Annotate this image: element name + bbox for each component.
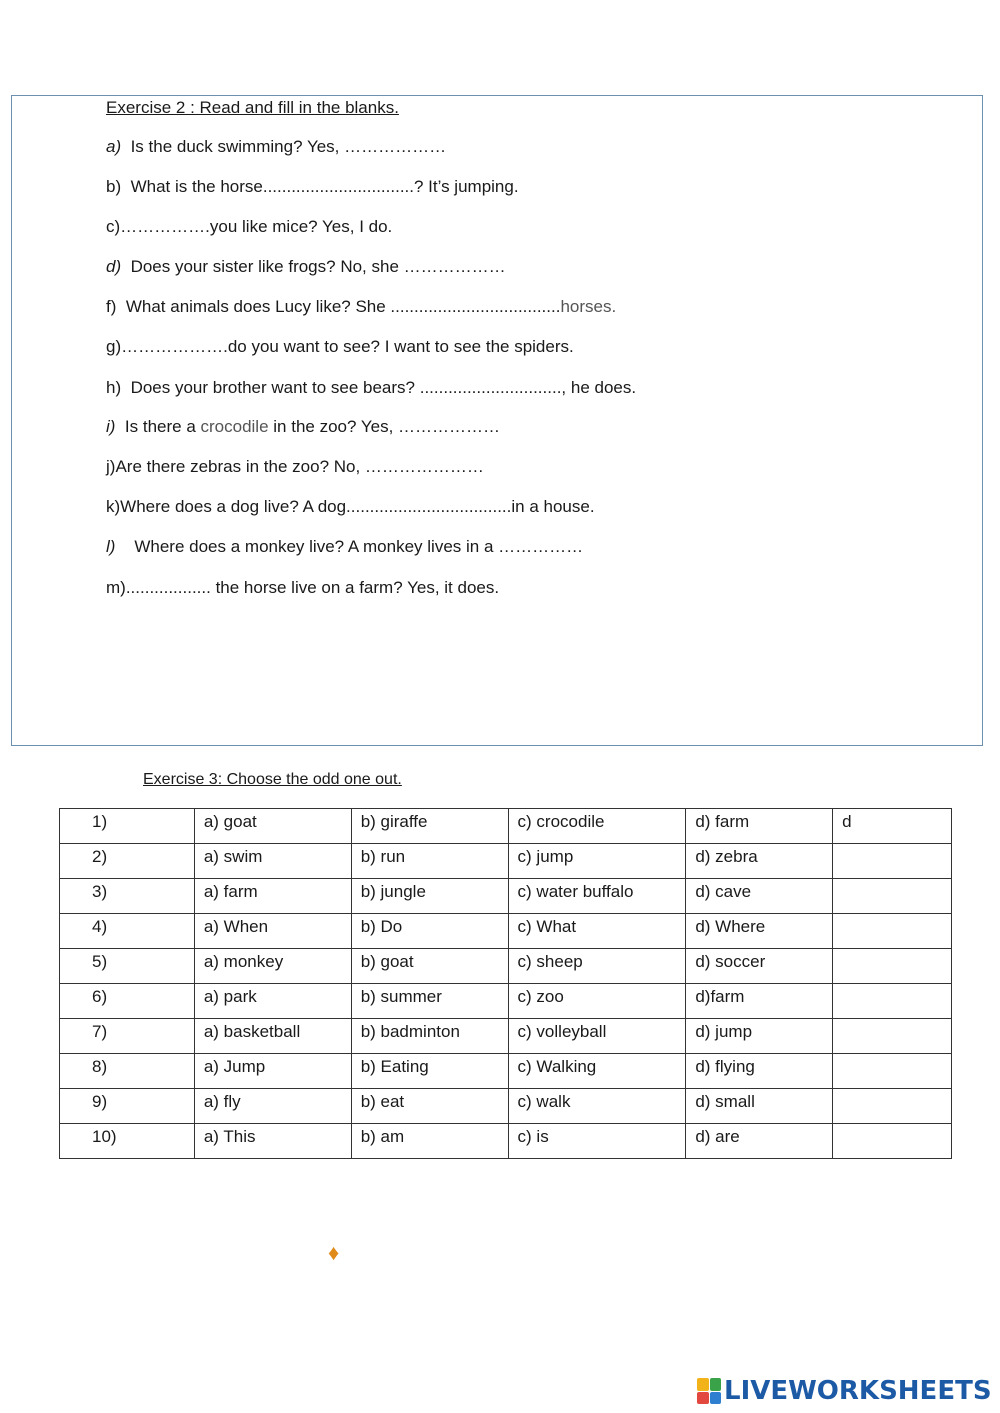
option-a: a) basketball <box>194 1019 351 1054</box>
question-10 <box>106 497 595 517</box>
question-label: b) <box>106 177 122 196</box>
option-a: a) park <box>194 984 351 1019</box>
question-text: Is there a <box>115 417 201 436</box>
option-a: a) Jump <box>194 1054 351 1089</box>
answer-cell[interactable] <box>833 844 952 879</box>
question-label: i) <box>106 417 116 436</box>
brand-name: LIVEWORKSHEETS <box>724 1376 992 1406</box>
question-text-end: in the zoo? Yes, ……………… <box>268 417 501 436</box>
question-4 <box>106 257 506 277</box>
question-text: Where does a dog live? A dog...................................in a house. <box>120 497 595 516</box>
option-c: c) sheep <box>508 949 686 984</box>
question-9 <box>106 457 484 477</box>
question-text: Where does a monkey live? A monkey lives in a …………… <box>115 537 584 556</box>
question-highlight-word: horses. <box>560 297 617 316</box>
option-b: b) goat <box>351 949 508 984</box>
option-c: c) walk <box>508 1089 686 1124</box>
option-a: a) monkey <box>194 949 351 984</box>
option-c: c) Walking <box>508 1054 686 1089</box>
question-11 <box>106 537 583 557</box>
question-text: Does your sister like frogs? No, she ……………… <box>121 257 506 276</box>
table-row <box>60 984 952 1019</box>
option-b: b) badminton <box>351 1019 508 1054</box>
row-number: 9) <box>60 1089 195 1124</box>
answer-cell[interactable] <box>833 1019 952 1054</box>
question-text: …………….you like mice? Yes, I do. <box>120 217 393 236</box>
question-1 <box>106 137 446 157</box>
question-6 <box>106 337 574 357</box>
option-c: c) volleyball <box>508 1019 686 1054</box>
option-c: c) is <box>508 1124 686 1159</box>
question-text: ……………….do you want to see? I want to see the spiders. <box>121 337 574 356</box>
option-b: b) Eating <box>351 1054 508 1089</box>
option-b: b) eat <box>351 1089 508 1124</box>
option-d: d) zebra <box>686 844 833 879</box>
option-c: c) zoo <box>508 984 686 1019</box>
exercise3-title: Exercise 3: Choose the odd one out. <box>143 771 402 788</box>
option-a: a) fly <box>194 1089 351 1124</box>
question-label: j) <box>106 457 116 476</box>
question-label: a) <box>106 137 122 156</box>
option-c: c) jump <box>508 844 686 879</box>
answer-cell[interactable] <box>833 984 952 1019</box>
option-d: d) jump <box>686 1019 833 1054</box>
question-label: l) <box>106 537 116 556</box>
question-7 <box>106 378 636 398</box>
option-a: a) When <box>194 914 351 949</box>
row-number: 3) <box>60 879 195 914</box>
table-row <box>60 844 952 879</box>
answer-cell[interactable]: d <box>833 809 952 844</box>
question-text: What animals does Lucy like? She .................................... <box>116 297 561 316</box>
answer-cell[interactable] <box>833 1089 952 1124</box>
answer-cell[interactable] <box>833 1054 952 1089</box>
question-3 <box>106 217 392 237</box>
question-label: m) <box>106 578 126 597</box>
option-d: d)farm <box>686 984 833 1019</box>
row-number: 2) <box>60 844 195 879</box>
row-number: 6) <box>60 984 195 1019</box>
row-number: 4) <box>60 914 195 949</box>
odd-one-out-table <box>59 808 952 1159</box>
option-d: d) small <box>686 1089 833 1124</box>
question-5 <box>106 297 616 317</box>
option-b: b) jungle <box>351 879 508 914</box>
question-8 <box>106 417 500 437</box>
option-b: b) giraffe <box>351 809 508 844</box>
option-d: d) farm <box>686 809 833 844</box>
question-text: Is the duck swimming? Yes, ……………… <box>121 137 447 156</box>
question-text: Does your brother want to see bears? .............................., he does. <box>121 378 637 397</box>
question-label: k) <box>106 497 121 516</box>
answer-cell[interactable] <box>833 879 952 914</box>
table-row <box>60 1089 952 1124</box>
option-b: b) Do <box>351 914 508 949</box>
brand-mark-icon <box>697 1378 721 1404</box>
option-d: d) cave <box>686 879 833 914</box>
table-row <box>60 914 952 949</box>
option-a: a) farm <box>194 879 351 914</box>
option-c: c) What <box>508 914 686 949</box>
option-b: b) run <box>351 844 508 879</box>
question-highlight-word: crocodile <box>200 417 269 436</box>
table-row <box>60 879 952 914</box>
table-row <box>60 1124 952 1159</box>
liveworksheets-logo <box>697 1376 992 1406</box>
row-number: 10) <box>60 1124 195 1159</box>
question-text: What is the horse................................? It’s jumping. <box>121 177 519 196</box>
option-d: d) Where <box>686 914 833 949</box>
answer-cell[interactable] <box>833 949 952 984</box>
option-b: b) summer <box>351 984 508 1019</box>
row-number: 1) <box>60 809 195 844</box>
question-label: c) <box>106 217 121 236</box>
question-12 <box>106 578 499 598</box>
question-text: .................. the horse live on a farm? Yes, it does. <box>125 578 500 597</box>
table-row <box>60 1019 952 1054</box>
answer-cell[interactable] <box>833 1124 952 1159</box>
question-text: Are there zebras in the zoo? No, ………………… <box>115 457 484 476</box>
option-c: c) water buffalo <box>508 879 686 914</box>
option-a: a) swim <box>194 844 351 879</box>
option-a: a) goat <box>194 809 351 844</box>
row-number: 5) <box>60 949 195 984</box>
option-d: d) flying <box>686 1054 833 1089</box>
row-number: 8) <box>60 1054 195 1089</box>
option-a: a) This <box>194 1124 351 1159</box>
option-d: d) soccer <box>686 949 833 984</box>
question-label: h) <box>106 378 122 397</box>
diamond-bullet-icon: ♦ <box>328 1240 340 1265</box>
question-label: g) <box>106 337 122 356</box>
question-label: f) <box>106 297 117 316</box>
option-b: b) am <box>351 1124 508 1159</box>
row-number: 7) <box>60 1019 195 1054</box>
answer-cell[interactable] <box>833 914 952 949</box>
option-d: d) are <box>686 1124 833 1159</box>
question-label: d) <box>106 257 122 276</box>
exercise2-title: Exercise 2 : Read and fill in the blanks. <box>106 98 399 117</box>
table-row <box>60 809 952 844</box>
question-2 <box>106 177 519 197</box>
option-c: c) crocodile <box>508 809 686 844</box>
table-row <box>60 949 952 984</box>
table-row <box>60 1054 952 1089</box>
